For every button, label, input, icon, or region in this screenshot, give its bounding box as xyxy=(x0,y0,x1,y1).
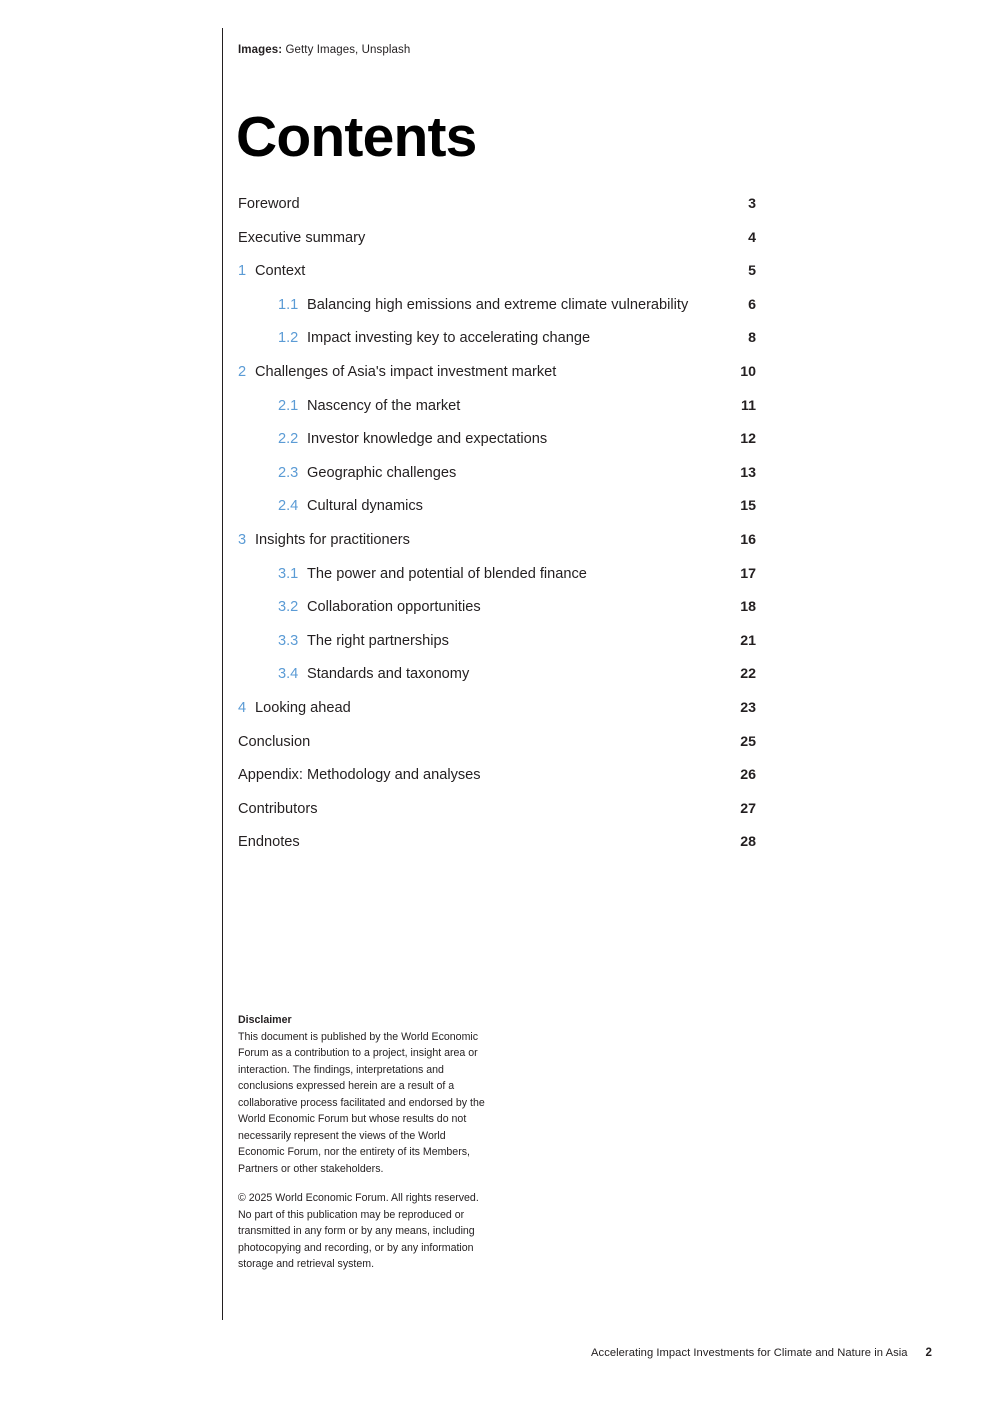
toc-entry-number: 4 xyxy=(238,699,247,716)
toc-entry-page: 21 xyxy=(740,632,756,649)
toc-entry-label: The right partnerships xyxy=(307,632,449,649)
toc-entry-page: 22 xyxy=(740,666,756,683)
toc-entry[interactable] xyxy=(238,364,756,398)
toc-entry-label: Conclusion xyxy=(238,733,311,750)
toc-entry-page: 28 xyxy=(740,834,756,851)
toc-entry[interactable] xyxy=(238,196,756,230)
toc-entry-page: 10 xyxy=(740,363,756,380)
toc-entry[interactable] xyxy=(238,566,756,600)
toc-entry-label: Collaboration opportunities xyxy=(307,599,481,616)
toc-entry-label: The power and potential of blended finance xyxy=(307,565,587,582)
toc-entry-number: 2.4 xyxy=(278,498,299,515)
toc-entry-number: 2 xyxy=(238,363,247,380)
toc-entry-number: 1 xyxy=(238,263,247,280)
toc-entry-label: Investor knowledge and expectations xyxy=(307,431,548,448)
toc-entry-page: 17 xyxy=(740,565,756,582)
image-credit-label: Images: xyxy=(238,44,283,56)
toc-entry-page: 16 xyxy=(740,531,756,548)
image-credit-value: Getty Images, Unsplash xyxy=(282,44,411,56)
toc-entry-page: 11 xyxy=(741,397,756,414)
toc-entry-page: 12 xyxy=(740,431,756,448)
toc-entry-page: 23 xyxy=(740,699,756,716)
toc-entry-page: 8 xyxy=(748,330,756,347)
toc-entry[interactable] xyxy=(238,498,756,532)
toc-entry[interactable] xyxy=(238,330,756,364)
toc-entry-label: Challenges of Asia's impact investment market xyxy=(255,363,557,380)
toc-entry-number: 1.2 xyxy=(278,330,299,347)
toc-entry-label: Context xyxy=(255,263,306,280)
page-title: Contents xyxy=(236,105,477,169)
toc-entry[interactable] xyxy=(238,868,756,902)
toc-entry-label: Impact investing key to accelerating change xyxy=(307,330,591,347)
toc-entry-number: 3.2 xyxy=(278,599,299,616)
toc-entry-number: 1.1 xyxy=(278,296,299,313)
toc-entry-label: Contributors xyxy=(238,800,318,817)
toc-entry-label: Endnotes xyxy=(238,834,300,851)
page-footer xyxy=(591,1346,932,1359)
toc-entry-number: 3 xyxy=(238,531,247,548)
toc-entry-label: Looking ahead xyxy=(255,699,351,716)
toc-entry-label: Balancing high emissions and extreme climate vulnerability xyxy=(307,296,689,313)
disclaimer-body: This document is published by the World Economic Forum as a contribution to a project, insight area or interaction. The findings, interpretations and conclusions expressed herein are a result of a collaborative process facilitated and endorsed by the World Economic Forum but whose results do not necessarily represent the views of the World Economic Forum, nor the entirety of its Members, Partners or other stakeholders. xyxy=(238,1030,485,1175)
toc-entry-label: Cultural dynamics xyxy=(307,498,423,515)
disclaimer-copyright: © 2025 World Economic Forum. All rights reserved. No part of this publication may be reproduced or transmitted in any form or by any means, including photocopying and recording, or by any information storage and retrieval system. xyxy=(238,1192,479,1270)
footer-page-number: 2 xyxy=(925,1346,932,1359)
toc-entry[interactable] xyxy=(238,263,756,297)
toc-entry[interactable] xyxy=(238,398,756,432)
toc-entry[interactable] xyxy=(238,834,756,868)
toc-entry-page: 13 xyxy=(740,464,756,481)
toc-entry-page: 5 xyxy=(748,263,756,280)
toc-entry-number: 2.1 xyxy=(278,397,299,414)
toc-entry[interactable] xyxy=(238,532,756,566)
disclaimer-title: Disclaimer xyxy=(238,1014,292,1026)
toc-entry-number: 2.3 xyxy=(278,464,299,481)
image-credit xyxy=(238,44,410,56)
toc-entry-number: 3.3 xyxy=(278,632,299,649)
toc-entry[interactable] xyxy=(238,431,756,465)
toc-entry[interactable] xyxy=(238,230,756,264)
toc-entry-page: 6 xyxy=(748,296,756,313)
table-of-contents xyxy=(238,196,756,901)
toc-entry[interactable] xyxy=(238,767,756,801)
toc-entry-label: Insights for practitioners xyxy=(255,531,410,548)
toc-entry-label: Foreword xyxy=(238,196,300,212)
toc-entry-label: Appendix: Methodology and analyses xyxy=(238,767,481,784)
toc-entry-page: 4 xyxy=(748,229,756,246)
toc-entry-number: 3.4 xyxy=(278,666,299,683)
toc-entry[interactable] xyxy=(238,633,756,667)
disclaimer-block xyxy=(238,1012,488,1273)
toc-entry-page: 27 xyxy=(740,800,756,817)
toc-entry-page: 3 xyxy=(748,196,756,212)
toc-entry-page: 15 xyxy=(740,498,756,515)
toc-entry[interactable] xyxy=(238,801,756,835)
toc-entry[interactable] xyxy=(238,599,756,633)
toc-entry-number: 2.2 xyxy=(278,431,299,448)
footer-document-title: Accelerating Impact Investments for Climate and Nature in Asia xyxy=(591,1347,908,1359)
toc-entry-label: Geographic challenges xyxy=(307,464,457,481)
toc-entry[interactable] xyxy=(238,297,756,331)
toc-entry-page: 26 xyxy=(740,767,756,784)
toc-entry[interactable] xyxy=(238,734,756,768)
toc-entry-label: Executive summary xyxy=(238,229,366,246)
toc-entry-number: 3.1 xyxy=(278,565,299,582)
toc-entry-label: Nascency of the market xyxy=(307,397,461,414)
toc-entry[interactable] xyxy=(238,666,756,700)
toc-entry[interactable] xyxy=(238,700,756,734)
vertical-rule xyxy=(222,28,223,1320)
toc-entry[interactable] xyxy=(238,465,756,499)
toc-entry-page: 25 xyxy=(740,733,756,750)
toc-entry-label: Standards and taxonomy xyxy=(307,666,470,683)
toc-entry-page: 18 xyxy=(740,599,756,616)
